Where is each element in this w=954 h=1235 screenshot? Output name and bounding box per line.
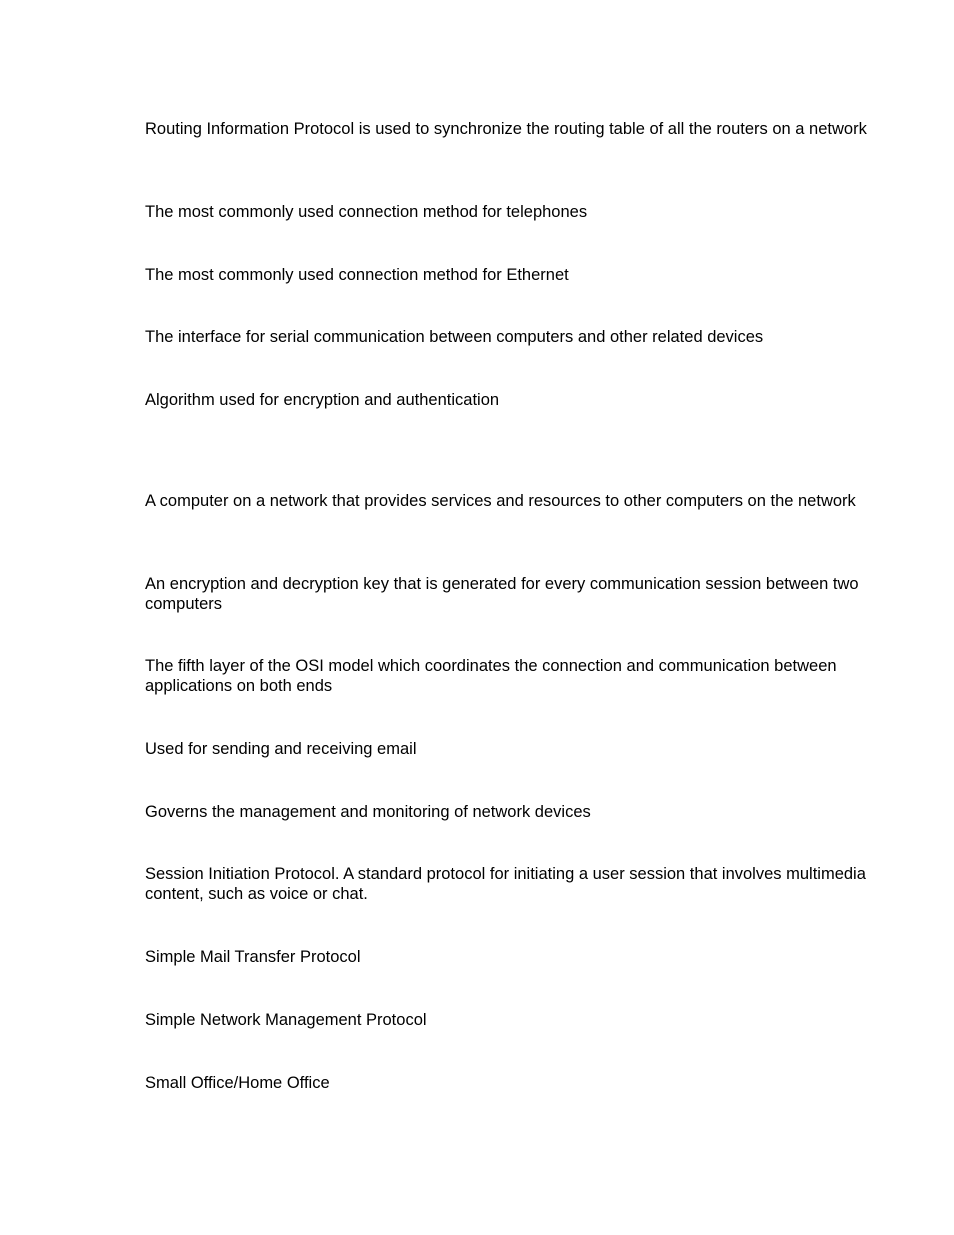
definition-entry: Simple Network Management Protocol: [145, 1011, 427, 1029]
definition-entry: Governs the management and monitoring of network devices: [145, 803, 591, 821]
definition-entry: Simple Mail Transfer Protocol: [145, 948, 361, 966]
definition-entry: The fifth layer of the OSI model which coordinates the connection and communication between applications on both ends: [145, 657, 837, 695]
definition-entry: Session Initiation Protocol. A standard protocol for initiating a user session that involves multimedia content, such as voice or chat.: [145, 865, 866, 903]
definition-entry: Small Office/Home Office: [145, 1074, 330, 1092]
definition-entry: Algorithm used for encryption and authentication: [145, 391, 500, 409]
definition-entry: The most commonly used connection method for Ethernet: [145, 266, 569, 284]
definition-entry: The most commonly used connection method for telephones: [145, 203, 588, 221]
definition-entry: The interface for serial communication between computers and other related devices: [145, 328, 764, 346]
definition-entry: A computer on a network that provides services and resources to other computers on the network: [145, 492, 856, 510]
definition-entry: Used for sending and receiving email: [145, 740, 417, 758]
definition-entry: An encryption and decryption key that is generated for every communication session between two computers: [145, 575, 859, 613]
definition-entry: Routing Information Protocol is used to synchronize the routing table of all the routers on a network: [145, 120, 867, 138]
